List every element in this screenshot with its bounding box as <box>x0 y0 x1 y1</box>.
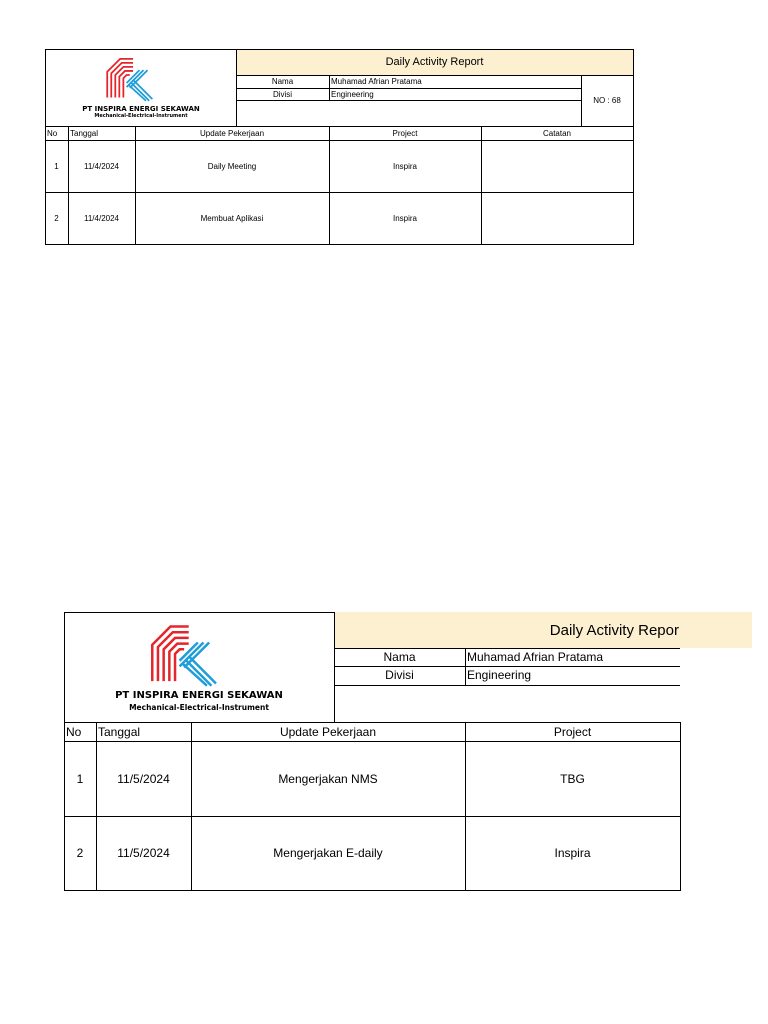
nama-value: Muhamad Afrian Pratama <box>467 650 604 664</box>
col-project: Project <box>392 128 418 138</box>
divisi-label: Divisi <box>385 668 414 682</box>
border-line <box>135 126 136 245</box>
table-row-1-no: 1 <box>76 771 84 786</box>
report-title: Daily Activity Repor <box>549 621 679 639</box>
border-line <box>64 816 680 817</box>
border-line <box>680 722 681 891</box>
border-line <box>96 722 97 891</box>
table-row-2-project: Inspira <box>554 846 591 860</box>
border-line <box>45 192 634 193</box>
table-row-2-update: Membuat Aplikasi <box>200 214 264 223</box>
border-line <box>329 126 330 245</box>
table-row-1-project: Inspira <box>392 161 417 171</box>
report-title: Daily Activity Report <box>385 56 484 68</box>
border-line <box>64 612 334 613</box>
border-line <box>334 612 335 723</box>
border-line <box>64 890 680 891</box>
company-name: PT INSPIRA ENERGI SEKAWAN <box>115 690 283 701</box>
table-row-1-catatan <box>481 140 633 192</box>
divisi-value: Engineering <box>467 668 532 682</box>
border-line <box>334 648 680 649</box>
company-name: PT INSPIRA ENERGI SEKAWAN <box>82 105 200 113</box>
border-line <box>236 88 581 89</box>
table-row-2-no: 2 <box>76 846 84 860</box>
table-row-2-tanggal: 11/5/2024 <box>117 846 170 860</box>
divisi-value: Engineering <box>331 89 374 99</box>
col-tanggal: Tanggal <box>98 724 141 739</box>
col-catatan: Catatan <box>542 128 572 138</box>
border-line <box>64 612 65 891</box>
col-tanggal: Tanggal <box>70 128 99 138</box>
border-line <box>481 126 482 245</box>
inspira-logo-icon <box>147 622 219 688</box>
border-line <box>334 666 680 667</box>
border-line <box>45 49 46 245</box>
border-line <box>45 244 634 245</box>
table-row-1-tanggal: 11/5/2024 <box>117 771 170 786</box>
border-line <box>581 75 582 127</box>
border-line <box>191 722 192 891</box>
border-line <box>236 49 237 127</box>
report-number: NO : 68 <box>593 96 621 105</box>
table-row-2-tanggal: 11/4/2024 <box>84 214 119 223</box>
table-row-1-no: 1 <box>54 161 59 171</box>
border-line <box>633 49 634 245</box>
company-tagline: Mechanical-Electrical-Instrument <box>129 703 269 712</box>
border-line <box>45 49 634 50</box>
nama-value: Muhamad Afrian Pratama <box>331 77 422 86</box>
border-line <box>45 140 634 141</box>
table-row-1-tanggal: 11/4/2024 <box>84 161 119 171</box>
border-line <box>334 685 680 686</box>
divisi-label: Divisi <box>272 89 293 99</box>
border-line <box>45 126 634 127</box>
table-row-1-project: TBG <box>560 771 585 786</box>
table-row-2-catatan <box>481 192 633 245</box>
table-row-2-no: 2 <box>54 214 59 223</box>
border-line <box>64 741 680 742</box>
company-tagline: Mechanical-Electrical-Instrument <box>94 113 188 119</box>
col-update: Update Pekerjaan <box>279 724 377 739</box>
nama-label: Nama <box>271 77 294 86</box>
border-line <box>465 648 466 686</box>
table-row-1-update: Mengerjakan NMS <box>278 771 378 786</box>
border-line <box>64 722 680 723</box>
col-no: No <box>47 128 58 138</box>
border-line <box>68 126 69 245</box>
table-row-2-update: Mengerjakan E-daily <box>273 846 383 860</box>
col-update: Update Pekerjaan <box>199 128 265 138</box>
nama-label: Nama <box>383 650 416 664</box>
border-line <box>465 722 466 891</box>
border-line <box>329 75 330 101</box>
col-project: Project <box>553 724 592 739</box>
col-no: No <box>66 724 82 739</box>
border-line <box>236 75 634 76</box>
border-line <box>236 100 581 101</box>
table-row-1-update: Daily Meeting <box>207 161 257 171</box>
inspira-logo-icon <box>104 55 154 103</box>
table-row-2-project: Inspira <box>392 214 417 223</box>
